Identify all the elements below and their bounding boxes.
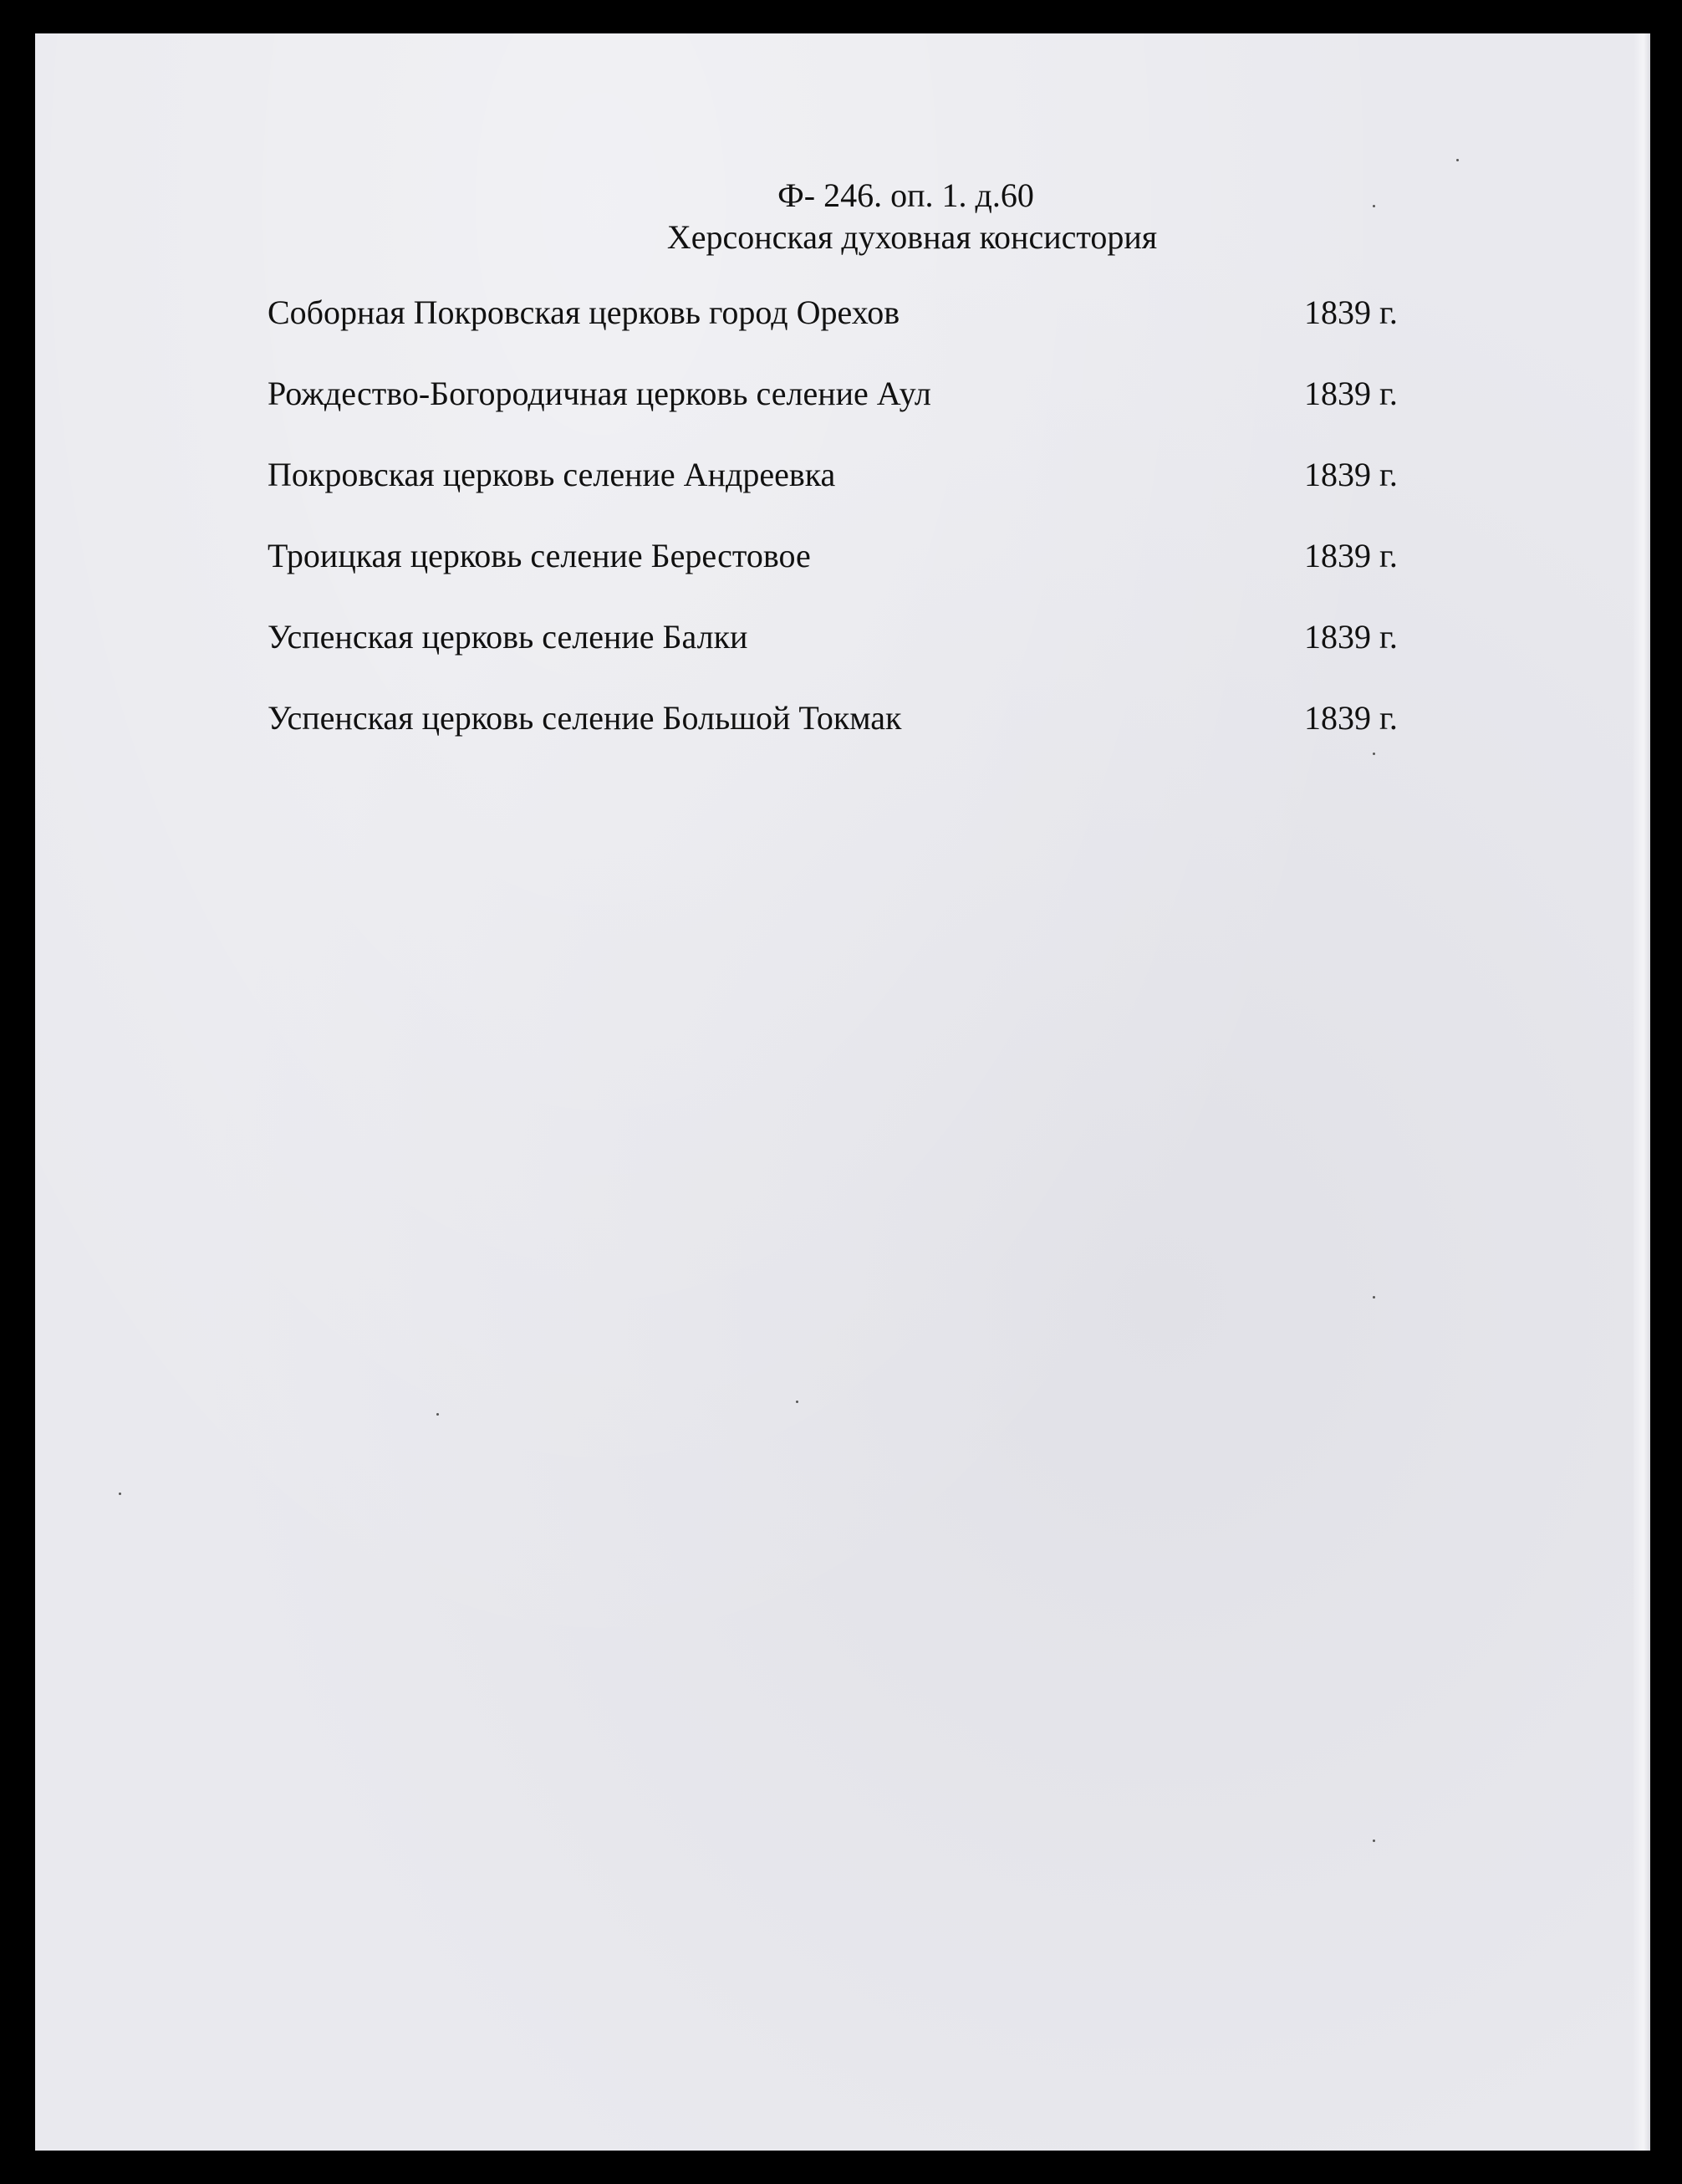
record-year: 1839 г. [1304, 618, 1398, 656]
record-year: 1839 г. [1304, 375, 1398, 412]
list-item [268, 455, 1438, 536]
record-year: 1839 г. [1304, 537, 1398, 574]
document-header [0, 176, 1682, 258]
list-item [268, 698, 1438, 779]
church-name: Успенская церковь селение Большой Токмак [268, 699, 902, 737]
record-year: 1839 г. [1304, 699, 1398, 737]
church-list [268, 293, 1438, 779]
dust-speck [1373, 1840, 1375, 1842]
church-name: Успенская церковь селение Балки [268, 618, 748, 656]
church-name: Покровская церковь селение Андреевка [268, 456, 836, 493]
dust-speck [436, 1413, 439, 1416]
record-year: 1839 г. [1304, 456, 1398, 493]
list-item [268, 536, 1438, 617]
church-name: Троицкая церковь селение Берестовое [268, 537, 811, 574]
list-item [268, 374, 1438, 455]
paper-edge-shadow [1634, 33, 1650, 2151]
organization-title: Херсонская духовная консистория [666, 218, 1158, 256]
church-name: Рождество-Богородичная церковь селение Аул [268, 375, 931, 412]
dust-speck [1373, 1296, 1375, 1299]
record-year: 1839 г. [1304, 293, 1398, 331]
dust-speck [796, 1401, 798, 1403]
dust-speck [119, 1493, 121, 1495]
dust-speck [1456, 159, 1459, 161]
church-name: Соборная Покровская церковь город Орехов [268, 293, 900, 331]
archive-reference: Ф- 246. оп. 1. д.60 [777, 176, 1034, 214]
list-item [268, 293, 1438, 374]
list-item [268, 617, 1438, 698]
